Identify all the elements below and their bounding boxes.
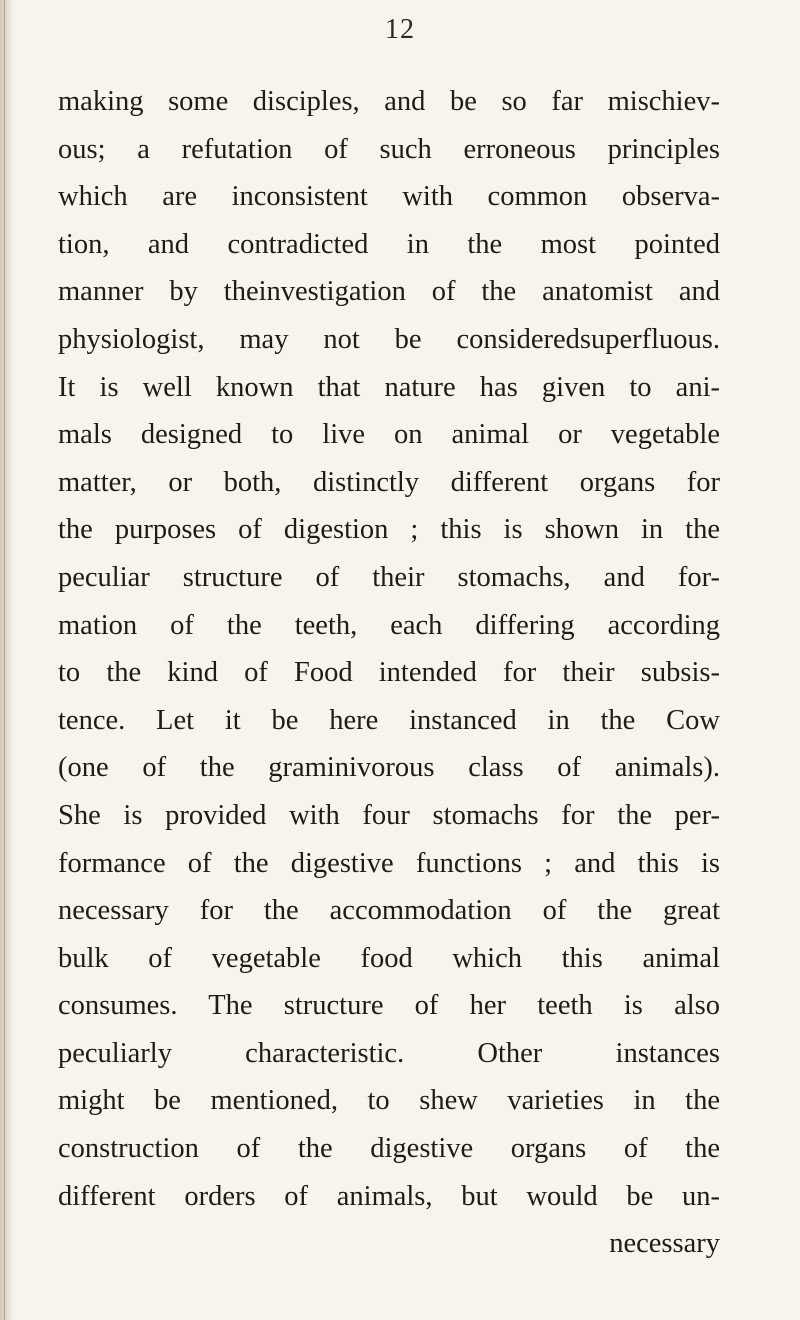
text-line: to the kind of Food intended for their subsis- [58, 657, 720, 689]
text-line: different orders of animals, but would be un- [58, 1180, 720, 1212]
text-line: peculiar structure of their stomachs, and for- [58, 561, 720, 593]
text-line: construction of the digestive organs of the [58, 1133, 720, 1165]
text-line: the purposes of digestion ; this is shown in the [58, 514, 720, 546]
binding-edge [4, 0, 5, 1320]
text-line: making some disciples, and be so far mischiev- [58, 86, 720, 117]
text-line: mation of the teeth, each differing according [58, 609, 720, 641]
text-line: bulk of vegetable food which this animal [58, 942, 720, 974]
body-text [58, 78, 720, 1268]
text-line: ous; a refutation of such erroneous principles [58, 133, 720, 165]
text-line: It is well known that nature has given to ani- [58, 371, 720, 403]
binding-shadow [0, 0, 14, 1320]
catchword: necessary [609, 1228, 720, 1260]
text-line: which are inconsistent with common observa- [58, 181, 720, 213]
text-line: (one of the graminivorous class of animals). [58, 752, 720, 784]
text-line: physiologist, may not be consideredsuperfluous. [58, 323, 720, 355]
text-line: consumes. The structure of her teeth is also [58, 990, 720, 1022]
text-line: tion, and contradicted in the most pointed [58, 228, 720, 260]
text-line: peculiarly characteristic. Other instances [58, 1037, 720, 1069]
page-number: 12 [385, 14, 415, 45]
text-line: tence. Let it be here instanced in the Cow [58, 704, 720, 736]
text-line: mals designed to live on animal or vegetable [58, 419, 720, 451]
text-line: manner by theinvestigation of the anatomist and [58, 276, 720, 308]
text-line: necessary for the accommodation of the great [58, 895, 720, 927]
text-line: might be mentioned, to shew varieties in the [58, 1085, 720, 1117]
text-line: She is provided with four stomachs for the per- [58, 799, 720, 831]
text-line: matter, or both, distinctly different organs for [58, 466, 720, 498]
text-line: formance of the digestive functions ; and this is [58, 847, 720, 879]
